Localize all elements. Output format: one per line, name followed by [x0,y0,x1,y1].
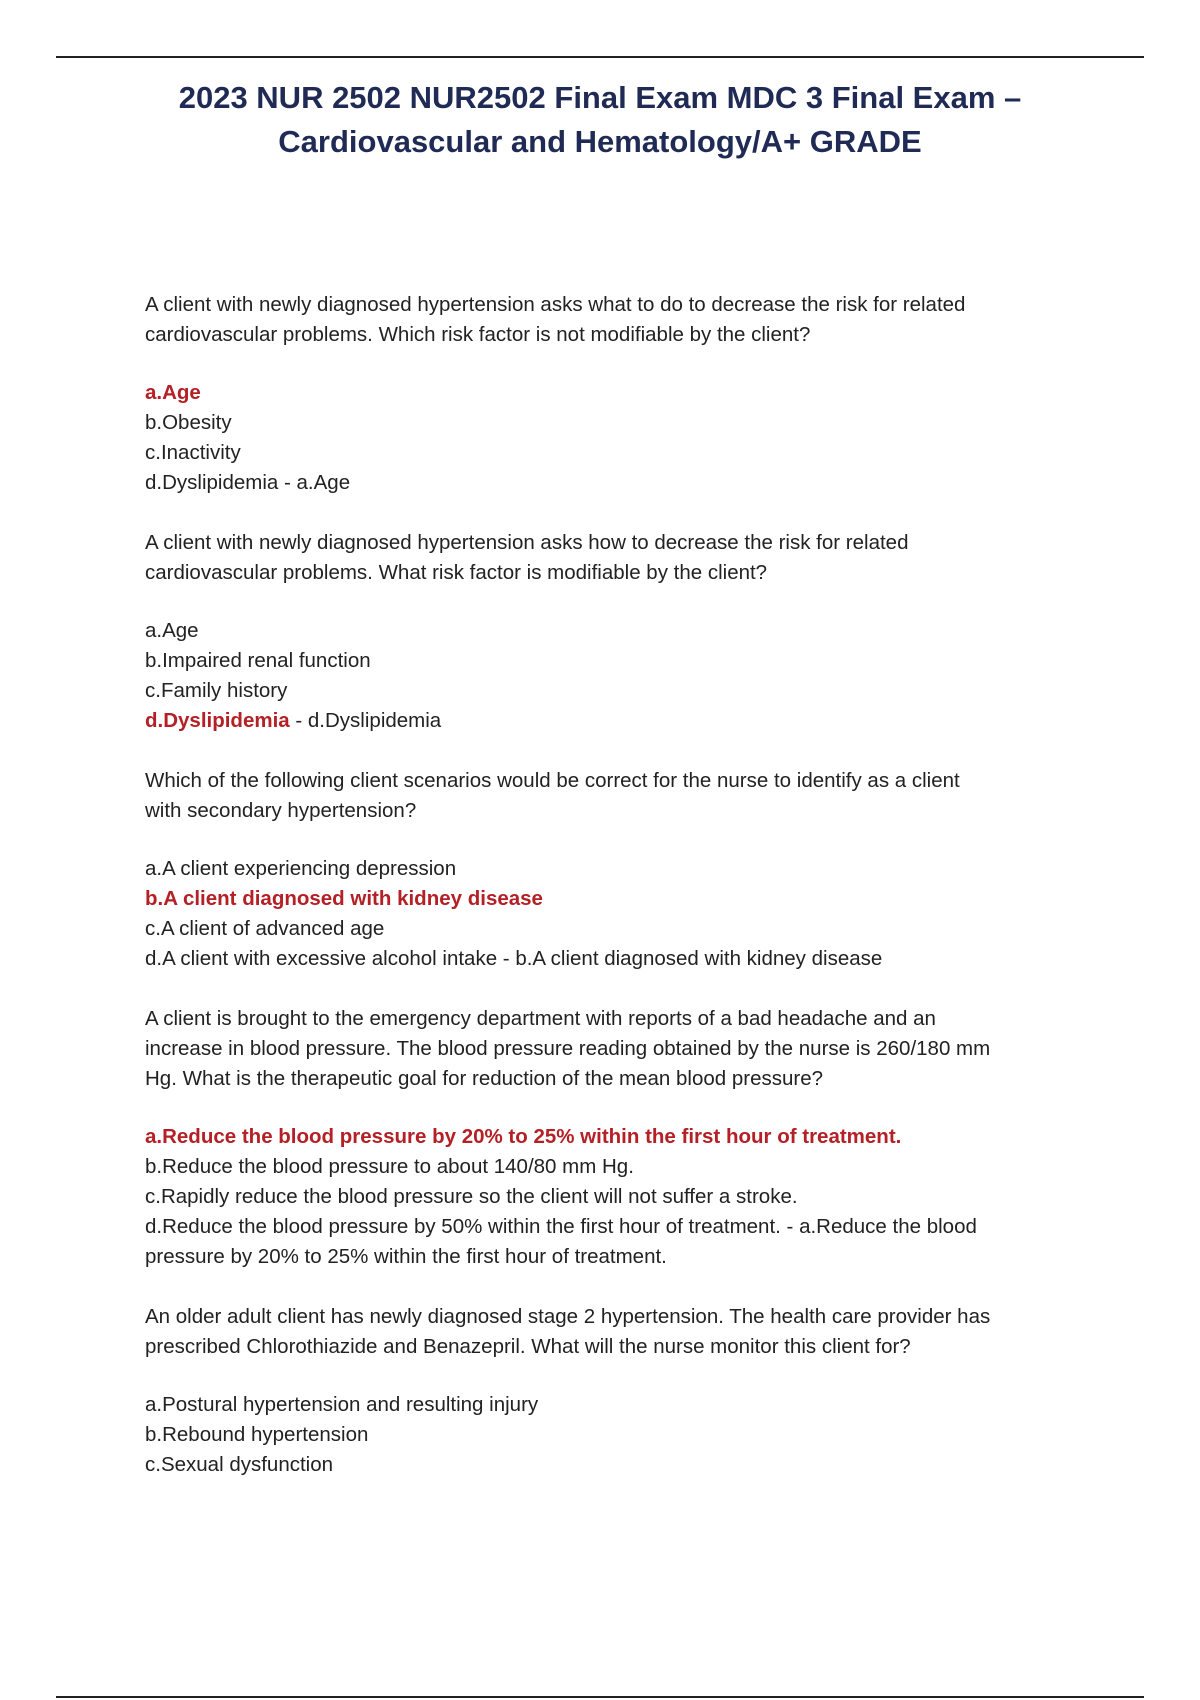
answer-option-text: a.Postural hypertension and resulting injury [145,1393,539,1416]
question-stem-line: with secondary hypertension? [145,799,417,822]
answer-option [145,1420,1075,1450]
answer-option-text: a.Reduce the blood pressure by 20% to 25% within the first hour of treatment. [145,1125,902,1148]
answer-option-text: a.Age [145,619,199,642]
bottom-rule [56,1696,1144,1698]
answer-option [145,1242,1075,1272]
title-line-2: Cardiovascular and Hematology/A+ GRADE [278,124,922,159]
question-stem-line: Hg. What is the therapeutic goal for reduction of the mean blood pressure? [145,1067,824,1090]
document-title [100,76,1100,164]
answer-option [145,616,1075,646]
answer-option-text: b.A client diagnosed with kidney disease [145,887,543,910]
answer-option-text: c.Sexual dysfunction [145,1453,334,1476]
question-stem-line: A client with newly diagnosed hypertension asks how to decrease the risk for related [145,531,909,554]
answer-option-text: d.Reduce the blood pressure by 50% within the first hour of treatment. - a.Reduce the blood [145,1215,977,1238]
answer-option [145,408,1075,438]
answer-option-text: c.Inactivity [145,441,241,464]
answer-options [145,854,1075,974]
question-stem-line: cardiovascular problems. Which risk factor is not modifiable by the client? [145,323,811,346]
answer-option-text: b.Reduce the blood pressure to about 140/80 mm Hg. [145,1155,634,1178]
answer-option [145,646,1075,676]
title-line-1: 2023 NUR 2502 NUR2502 Final Exam MDC 3 Final Exam – [178,80,1022,115]
top-rule [56,56,1144,58]
answer-option [145,1152,1075,1182]
answer-option [145,1450,1075,1480]
answer-option-text: a.Age [145,381,201,404]
answer-option [145,676,1075,706]
answer-option-text: d.Dyslipidemia [145,709,290,732]
answer-option [145,914,1075,944]
question-stem [145,1004,1075,1094]
answer-option [145,854,1075,884]
answer-option-correct [145,706,1075,736]
answer-option-text: c.Rapidly reduce the blood pressure so the client will not suffer a stroke. [145,1185,798,1208]
answer-option [145,438,1075,468]
answer-option-text: pressure by 20% to 25% within the first hour of treatment. [145,1245,667,1268]
answer-option-text: c.A client of advanced age [145,917,385,940]
answer-option-text: a.A client experiencing depression [145,857,457,880]
answer-option [145,1182,1075,1212]
answer-option-correct [145,884,1075,914]
answer-options [145,378,1075,498]
answer-options [145,616,1075,736]
answer-option-correct [145,1122,1075,1152]
question-stem-line: Which of the following client scenarios would be correct for the nurse to identify as a client [145,769,960,792]
question-stem-line: increase in blood pressure. The blood pressure reading obtained by the nurse is 260/180 mm [145,1037,991,1060]
answer-option [145,1390,1075,1420]
question-stem [145,1302,1075,1362]
question-stem-line: An older adult client has newly diagnosed stage 2 hypertension. The health care provider has [145,1305,991,1328]
question-stem [145,766,1075,826]
answer-option-text: b.Impaired renal function [145,649,371,672]
question-stem-line: A client with newly diagnosed hypertension asks what to do to decrease the risk for related [145,293,966,316]
answer-option-text: b.Obesity [145,411,232,434]
answer-option-correct [145,378,1075,408]
answer-option [145,1212,1075,1242]
question-stem-line: A client is brought to the emergency department with reports of a bad headache and an [145,1007,936,1030]
answer-option-text: d.Dyslipidemia - a.Age [145,471,351,494]
answer-option-text: c.Family history [145,679,288,702]
question-stem [145,290,1075,350]
answer-option-text: b.Rebound hypertension [145,1423,369,1446]
question-stem-line: cardiovascular problems. What risk factor is modifiable by the client? [145,561,768,584]
answer-option-text: d.A client with excessive alcohol intake - b.A client diagnosed with kidney disease [145,947,883,970]
answer-options [145,1390,1075,1480]
answer-option [145,468,1075,498]
question-list [145,290,1075,1510]
question-stem [145,528,1075,588]
answer-key-text: - d.Dyslipidemia [289,709,442,732]
answer-option [145,944,1075,974]
question-stem-line: prescribed Chlorothiazide and Benazepril. What will the nurse monitor this client for? [145,1335,911,1358]
answer-options [145,1122,1075,1272]
